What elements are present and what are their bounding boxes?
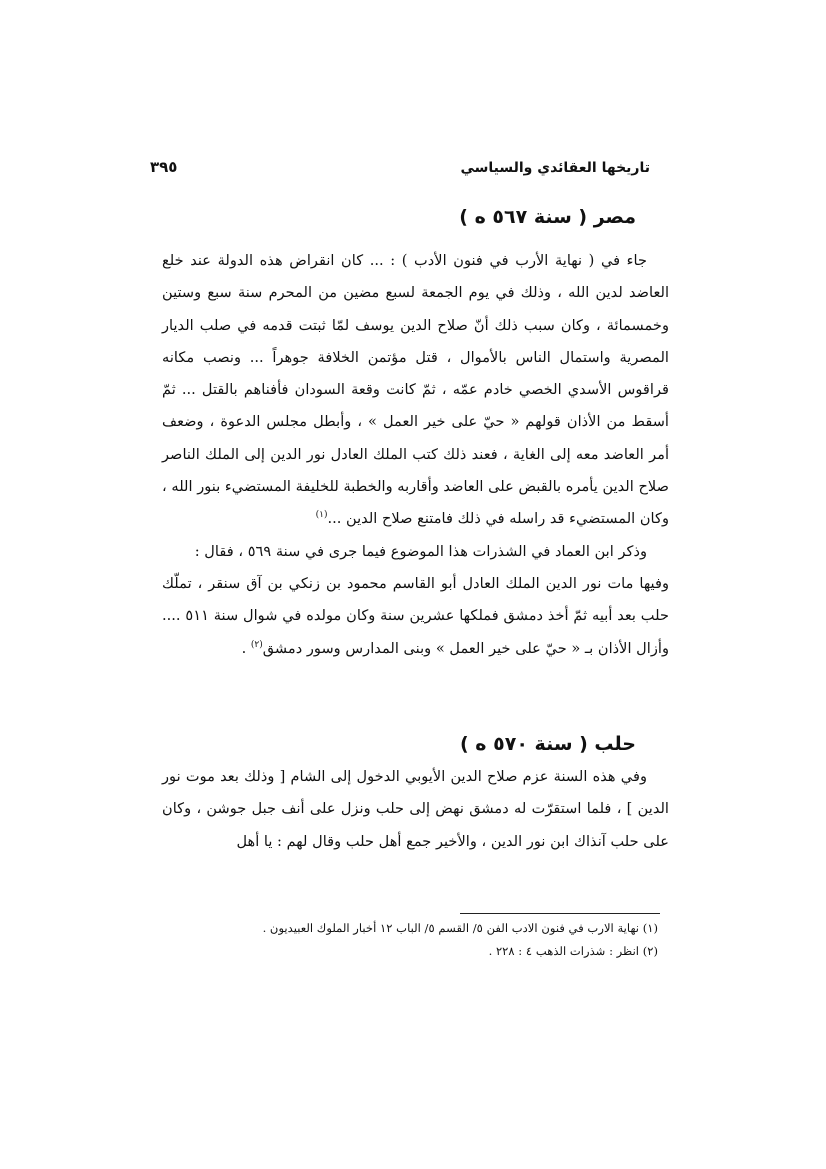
footnote-divider — [460, 913, 660, 914]
paragraph-nihayat-al-arab — [162, 245, 669, 536]
paragraph-text: جاء في ( نهاية الأرب في فنون الأدب ) : ... كان انقراض هذه الدولة عند خلع العاضد لدين الله ، وذلك في يوم الجمعة لسبع مضين من المحرم سنة سبع وستين وخمسمائة ، وكان سبب ذلك أنّ صلاح الدين يوسف لمّا ثبتت قدمه في صلب الديار المصرية واستمال الناس بالأموال ، قتل مؤتمن الخلافة جوهراً ... ونصب مكانه قراقوس الأسدي الخصي خادم عمّه ، ثمّ كانت وقعة السودان فأفناهم بالقتل ... ثمّ أسقط من الأذان قولهم « حيّ على خير العمل » ، وأبطل مجلس الدعوة ، وضعف أمر العاضد معه إلى الغاية ، فعند ذلك كتب الملك العادل نور الدين إلى الملك الناصر صلاح الدين يأمره بالقبض على العاضد وأقاربه والخطبة للخليفة المستضيء بنور الله ، وكان المستضيء قد راسله في ذلك فامتنع صلاح الدين ... — [162, 252, 669, 528]
section-heading-egypt: مصر ( سنة ٥٦٧ ه ) — [459, 206, 636, 228]
paragraph-saladin-aleppo: وفي هذه السنة عزم صلاح الدين الأيوبي الدخول إلى الشام [ وذلك بعد موت نور الدين ] ، فلما استقرّت له دمشق نهض إلى حلب ونزل على أنف جبل جوشن ، وكان على حلب آنذاك ابن نور الدين ، والأخير جمع أهل حلب وقال لهم : يا أهل — [162, 768, 669, 850]
section-body-aleppo — [162, 761, 669, 858]
paragraph-ibn-al-imad-intro: وذكر ابن العماد في الشذرات هذا الموضوع فيما جرى في سنة ٥٦٩ ، فقال : — [194, 542, 647, 560]
footnote-2: (٢) انظر : شذرات الذهب ٤ : ٢٢٨ . — [488, 944, 658, 958]
paragraph-end: . — [241, 639, 251, 657]
footnote-ref-1[interactable]: (١) — [315, 510, 328, 521]
footnote-1: (١) نهاية الارب في فنون الادب الفن ٥/ القسم ٥/ الباب ١٢ أخبار الملوك العبيديون . — [262, 921, 658, 935]
section-body-egypt — [162, 245, 669, 665]
running-header-title: تاريخها العقائدي والسياسي — [460, 160, 650, 176]
page-number: ٣٩٥ — [150, 158, 178, 176]
paragraph-text: وفيها مات نور الدين الملك العادل أبو القاسم محمود بن زنكي بن آق سنقر ، تملّك حلب بعد أبيه ثمّ أخذ دمشق فملكها عشرين سنة وكان مولده في شوال سنة ٥١١ .... وأزال الأذان بـ « حيّ على خير العمل » وبنى المدارس وسور دمشق — [162, 574, 669, 657]
section-heading-aleppo: حلب ( سنة ٥٧٠ ه ) — [460, 733, 636, 755]
footnote-ref-2[interactable]: (٢) — [250, 639, 263, 650]
paragraph-nur-al-din-death — [162, 568, 669, 665]
